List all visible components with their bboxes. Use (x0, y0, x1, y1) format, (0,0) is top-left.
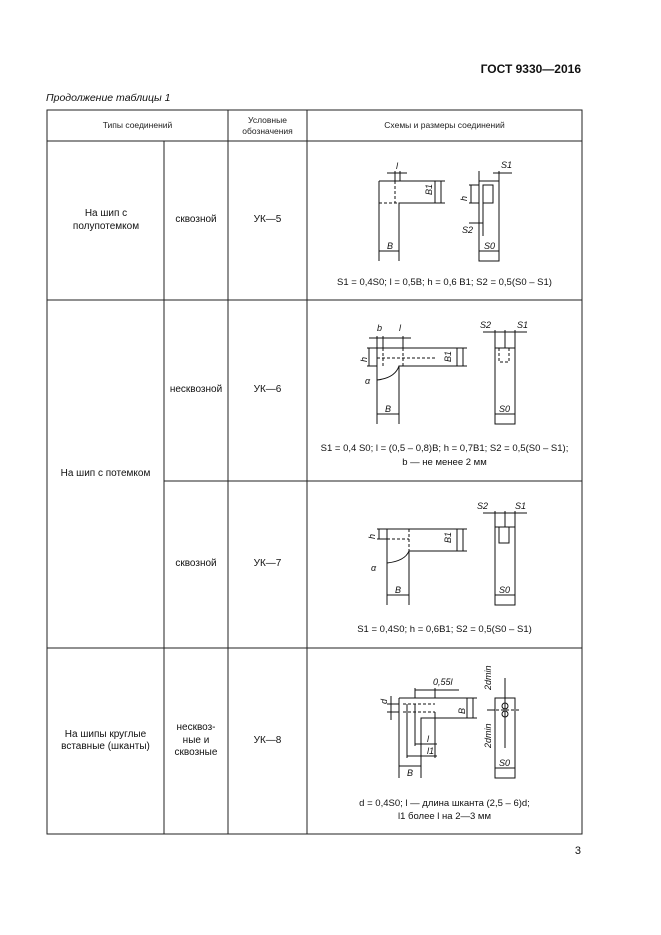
label-h: h (367, 533, 377, 539)
label-2dmin-bottom: 2dmin (483, 723, 493, 748)
label-s1: S1 (501, 160, 513, 170)
label-s1: S1 (517, 320, 529, 330)
label-d: d (379, 698, 389, 704)
label-b: B (387, 241, 394, 251)
label-b-small: b (377, 323, 383, 333)
page-number: 3 (574, 845, 581, 857)
label-b1: B1 (424, 183, 434, 195)
row1-subtype: сквозной (175, 214, 217, 226)
row2-subtype: несквозной (169, 384, 223, 396)
formula-uk6-line2: b — не менее 2 мм (402, 457, 487, 468)
label-alpha: α (371, 563, 377, 573)
label-s1: S1 (515, 501, 527, 511)
row3-subtype: сквозной (175, 558, 217, 570)
header-symbols: Условные обозначения (242, 114, 293, 136)
row2-code: УК—6 (253, 384, 282, 396)
row1-type: На шип с полупотемком (72, 208, 140, 232)
label-2dmin-top: 2dmin (483, 665, 493, 690)
label-s2: S2 (462, 225, 474, 235)
label-l: l (396, 161, 398, 171)
row4-code: УК—8 (253, 734, 282, 746)
label-b1: B1 (443, 531, 453, 543)
label-s2: S2 (480, 320, 492, 330)
label-b: B (395, 585, 402, 595)
header-schemes: Схемы и размеры соединений (384, 120, 505, 131)
label-s0: S0 (499, 585, 511, 595)
row4-subtype: несквоз-ные и сквозные (174, 722, 218, 759)
label-s0: S0 (499, 404, 511, 414)
document-code: ГОСТ 9330—2016 (480, 62, 581, 76)
formula-uk7: S1 = 0,4S0; h = 0,6B1; S2 = 0,5(S0 – S1) (357, 624, 532, 635)
label-s2: S2 (477, 501, 489, 511)
formula-uk8-line2: l1 более l на 2—3 мм (398, 811, 491, 822)
label-s0: S0 (499, 758, 511, 768)
label-l: l (427, 734, 429, 744)
row3-code: УК—7 (253, 558, 282, 570)
label-b: B (407, 768, 414, 778)
header-types: Типы соединений (102, 120, 173, 131)
label-s0: S0 (484, 241, 496, 251)
row4-type: На шипы круглые вставные (шканты) (61, 728, 150, 752)
diagram-uk7 (307, 481, 582, 648)
row1-code: УК—5 (253, 214, 282, 226)
row2-type: На шип с потемком (60, 467, 151, 479)
label-b1: B1 (443, 350, 453, 362)
label-alpha: α (365, 376, 371, 386)
label-055l: 0,55l (433, 677, 453, 687)
formula-uk5: S1 = 0,4S0; l = 0,5B; h = 0,6 B1; S2 = 0,5(S0 – S1) (337, 277, 552, 288)
formula-uk8-line1: d = 0,4S0; l — длина шканта (2,5 – 6)d; (359, 798, 530, 809)
label-b: B (385, 404, 392, 414)
label-b-vert: B (457, 707, 467, 714)
label-l: l (399, 323, 401, 333)
label-h: h (459, 195, 469, 201)
table-caption: Продолжение таблицы 1 (46, 92, 171, 104)
label-h: h (359, 356, 369, 362)
label-l1: l1 (427, 746, 435, 756)
formula-uk6-line1: S1 = 0,4 S0; l = (0,5 – 0,8)B; h = 0,7B1; S2 = 0,5(S0 – S1); (320, 443, 569, 454)
